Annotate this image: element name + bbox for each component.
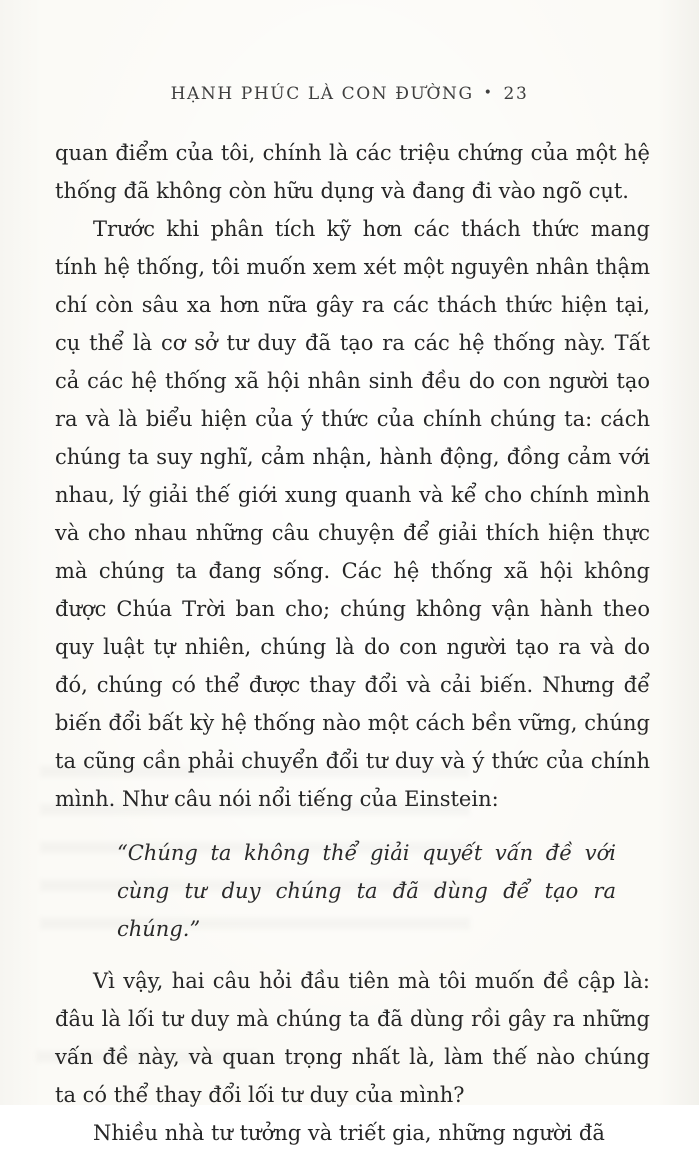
body-paragraph: quan điểm của tôi, chính là các triệu chứng của một hệ thống đã không còn hữu dụng và đang đi vào ngõ cụt.: [55, 141, 650, 203]
page-number: 23: [503, 84, 529, 104]
body-paragraph: Vì vậy, hai câu hỏi đầu tiên mà tôi muốn đề cập là: đâu là lối tư duy mà chúng ta đã dùng rồi gây ra những vấn đề này, và quan trọng nhất là, làm thế nào chúng ta có thể thay đổi lối tư duy của mình?: [55, 969, 650, 1107]
running-header: [0, 0, 699, 104]
body-paragraph: Nhiều nhà tư tưởng và triết gia, những người đã: [93, 1121, 605, 1145]
running-title: HẠNH PHÚC LÀ CON ĐƯỜNG: [170, 84, 474, 104]
page-body-text: [55, 134, 650, 1152]
header-separator-dot: •: [483, 85, 494, 101]
body-paragraph: Trước khi phân tích kỹ hơn các thách thức mang tính hệ thống, tôi muốn xem xét một nguyên nhân thậm chí còn sâu xa hơn nữa gây ra các thách thức hiện tại, cụ thể là cơ sở tư duy đã tạo ra các hệ thống này. Tất cả các hệ thống xã hội nhân sinh đều do con người tạo ra và là biểu hiện của ý thức của chính chúng ta: cách chúng ta suy nghĩ, cảm nhận, hành động, đồng cảm với nhau, lý giải thế giới xung quanh và kể cho chính mình và cho nhau những câu chuyện để giải thích hiện thực mà chúng ta đang sống. Các hệ thống xã hội không được Chúa Trời ban cho; chúng không vận hành theo quy luật tự nhiên, chúng là do con người tạo ra và do đó, chúng có thể được thay đổi và cải biến. Nhưng để biến đổi bất kỳ hệ thống nào một cách bền vững, chúng ta cũng cần phải chuyển đổi tư duy và ý thức của chính mình. Như câu nói nổi tiếng của Einstein:: [55, 217, 650, 811]
einstein-quote: “Chúng ta không thể giải quyết vấn đề với cùng tư duy chúng ta đã dùng để tạo ra chúng.”: [117, 841, 616, 941]
